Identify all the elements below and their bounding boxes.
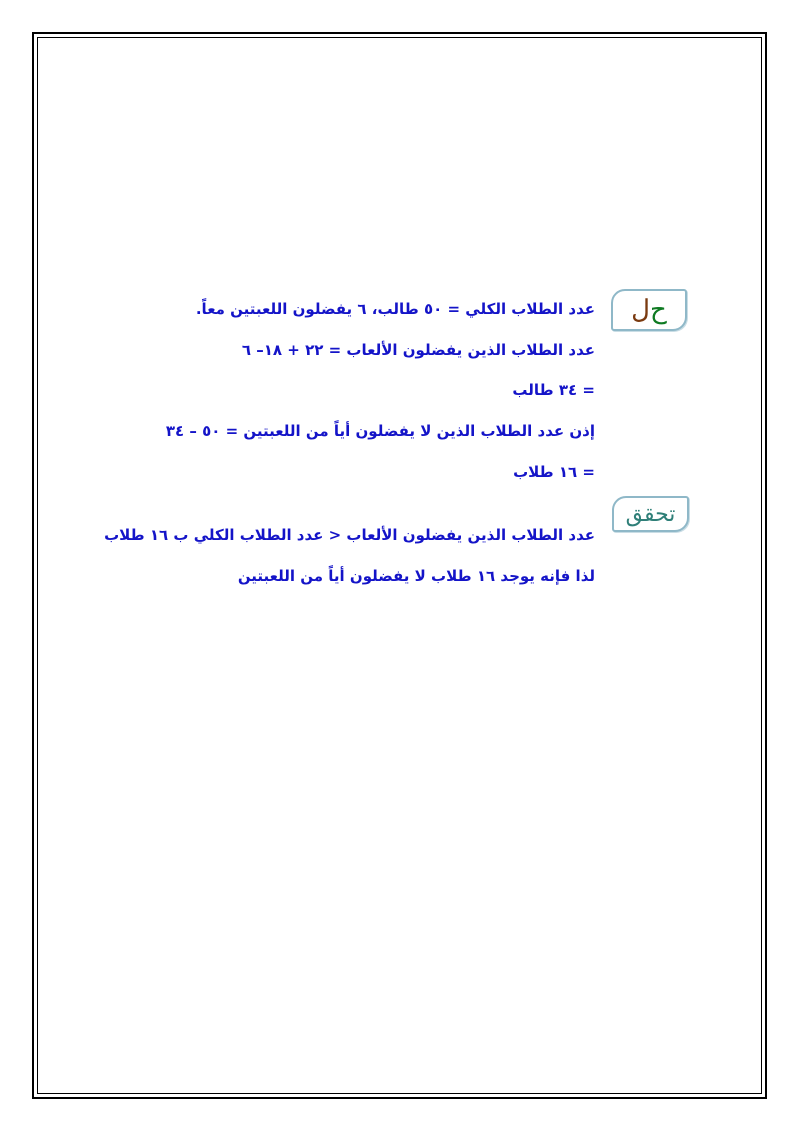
solution-badge <box>611 289 687 331</box>
solution-line-games-expression: عدد الطلاب الذين يفضلون الألعاب = ٢٢ + ١٨– ٦ <box>241 341 595 359</box>
check-badge: تحقق <box>612 496 689 532</box>
check-line-conclusion: لذا فإنه يوجد ١٦ طلاب لا يفضلون أياً من اللعبتين <box>237 567 595 585</box>
solution-line-total: عدد الطلاب الكلي = ٥٠ طالب، ٦ يفضلون اللعبتين معاً. <box>195 300 595 318</box>
check-line-comparison: عدد الطلاب الذين يفضلون الألعاب < عدد الطلاب الكلي ب ١٦ طلاب <box>104 526 595 544</box>
solution-line-neither-result: = ١٦ طلاب <box>513 463 595 481</box>
solution-line-games-result: = ٣٤ طالب <box>512 381 595 399</box>
solution-badge-lam: ل <box>631 295 651 325</box>
solution-line-neither-expression: إذن عدد الطلاب الذين لا يفضلون أياً من اللعبتين = ٥٠ – ٣٤ <box>165 422 595 440</box>
solution-badge-ha: ح <box>650 295 667 325</box>
